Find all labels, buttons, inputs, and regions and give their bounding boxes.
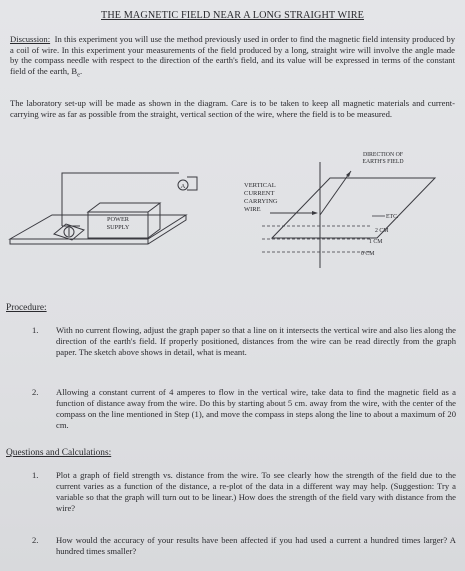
setup-paragraph: The laboratory set-up will be made as shown in the diagram. Care is to be taken to keep all magnetic materials and current-carrying wire as far as possible from the straight, vertical section of the wire, where the field is to be measured. [10,98,455,119]
discussion-label: Discussion: [10,34,51,44]
procedure-heading: Procedure: [6,303,47,313]
document-title: THE MAGNETIC FIELD NEAR A LONG STRAIGHT WIRE [101,10,364,21]
question-2-text: How would the accuracy of your results have been affected if you had used a current a hundred times larger? A hundred times smaller? [56,535,456,556]
wire-label-3: CARRYING [244,198,278,205]
power-supply-label-2: SUPPLY [106,224,130,231]
discussion-text: In this experiment you will use the method previously used in order to find the magnetic field intensity produced by a coil of wire. In this experiment your measurements of the field produced by a long, straight wire will involve the angle made by the compass needle with respect to the direction of the earth's field, and its value will be expressed in terms of the constant field of the earth, B [10,34,455,76]
discussion-subscript: e [77,71,80,79]
power-supply-label-1: POWER [106,216,130,223]
cm0-label: 0 CM [361,251,375,257]
cm2-label: 2 CM [375,228,389,234]
wire-pointer-head [312,211,318,215]
earth-label-2: EARTH'S FIELD [362,159,404,165]
procedure-2-text: Allowing a constant current of 4 amperes to flow in the vertical wire, take data to find the magnetic field as a function of distance away from the wire. Do this by starting about 5 cm. away from the wire, with the center of the compass on the line mentioned in Step (1), and move the compass in steps along the line to about a maximum of 20 cm. [56,387,456,430]
graph-paper-plane [272,178,435,238]
discussion-paragraph [10,34,455,81]
circuit-wire-right [187,177,197,190]
ammeter-label: A [180,183,186,190]
cm1-label: 1 CM [369,239,383,245]
wire-label-4: WIRE [244,206,261,213]
wire-label-1: VERTICAL [244,182,276,189]
question-1-number: 1. [32,470,39,480]
earth-label-1: DIRECTION OF [362,152,404,158]
discussion-end: . [79,65,83,76]
question-2-number: 2. [32,535,39,545]
wire-label-2: CURRENT [244,190,275,197]
earth-arrow-head [346,171,351,177]
etc-label: ETC. [386,214,399,220]
procedure-1-text: With no current flowing, adjust the graph paper so that a line on it intersects the vertical wire and also lies along the direction of the earth's field. If properly positioned, distances from the wire can be read directly from the graph paper. The sketch above shows in detail, what is meant. [56,325,456,357]
apparatus-diagram [0,140,465,300]
question-1-text: Plot a graph of field strength vs. distance from the wire. To see clearly how the strength of the field due to the current varies as a function of the distance, a re-plot of the data in a different way may help. (Suggestion: Try a variable so that the graph will turn out to be linear.) How does the strength of the field vary with distance from the wire? [56,470,456,513]
power-supply-top [88,203,160,212]
procedure-2-number: 2. [32,387,39,397]
procedure-1-number: 1. [32,325,39,335]
questions-heading: Questions and Calculations: [6,448,112,458]
